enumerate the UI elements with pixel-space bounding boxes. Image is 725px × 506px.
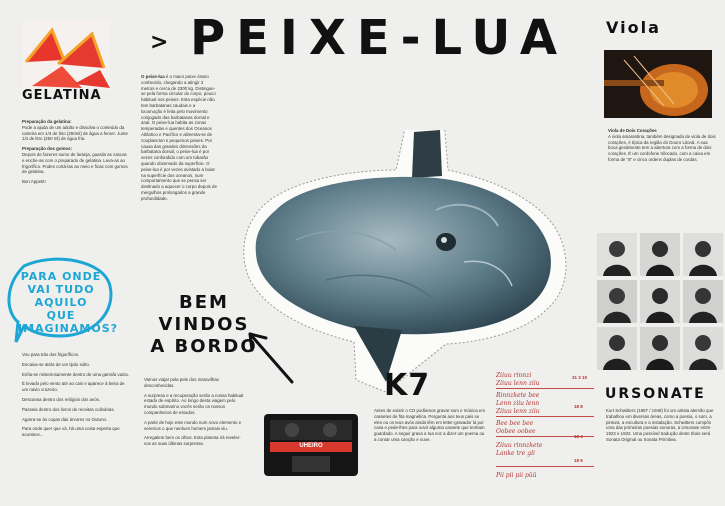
left-line: Agarra-se às copas das árvores no Outono. [22, 416, 108, 422]
intro-body: é o maior peixe ósseo conhecido, chegando a atingir 3 metros e cerca de 2300 kg. Distingue-se pela forma circular do corpo, pouco habitual nos peixes. Esta espécie não tem barbatanas caudais e a locomoção é feita pelo movimento conjugado das barbatanas dorsal e anal. O peixe-lua habita as zonas temperadas e quentes dos Oceanos Atlântico e Pacífico e alimenta-se de zooplancton e pequenos peixes. Por causa das grandes dimensões da barbatana dorsal, o peixe-lua é por vezes confundido com um tubarão quando observado da superfície. O peixe-lua é por vezes avistado a boiar na superfície dos oceanos, num comportamento que se pensa ser destinado a aquecer o corpo depois de mergulhos prolongados a grande profundidade. [141, 74, 217, 201]
cassette-image [262, 410, 360, 480]
viola-body: A viola amarantina, também designada de viola de dois corações, é típica da região do Douro Litoral. A sua boca geralmente tem a abertura com a forma de dois corações. É um cordofone trilocado, com a caixa em forma de "8" e cinco ordens duplas de cordas. [608, 133, 716, 162]
k7-body: Antes de existir o CD podíamos gravar som e música em cassetes de fita magnética. Pergunta aos teus pais se eles ou os teus avós ainda têm em letter-gravador lá por casa e pede-lhes para ouvir alguma cassete que tenham guardado. A seguir grava a tua voz a dizer um poema ou a contar uma canção e ouve. [374, 408, 486, 442]
score-line-text: Lenn ziiu lenn [496, 400, 540, 407]
thought-bubble [4, 256, 116, 348]
signoff: Bon Appetit! [22, 179, 46, 185]
gelatina-photo [22, 20, 110, 90]
left-line: Descansa dentro dos relógios dos avós. [22, 396, 101, 402]
cassette-label: UHEIRO [299, 443, 323, 449]
score-rule [496, 388, 594, 389]
viola-photo [604, 50, 712, 118]
left-line: Vou para trás dos frigoríficos. [22, 352, 80, 357]
portrait-grid [597, 233, 725, 373]
score-line-text: Ziiuu rinnzi [496, 372, 532, 379]
k7-text [374, 408, 486, 447]
portrait-photo [597, 233, 637, 276]
portrait-photo [683, 233, 723, 276]
gomo-heading: Preparação dos gomos: [22, 146, 73, 152]
viola-sub: Viola de Dois Corações [608, 128, 657, 133]
score-line-text: Lanke tre gli [496, 450, 535, 457]
score-number: 18 4 [574, 434, 583, 439]
portrait-photo [683, 327, 723, 370]
score-rule [496, 416, 594, 417]
intro-text [141, 74, 217, 202]
welcome-line: BEM [179, 292, 229, 313]
left-column [22, 352, 130, 442]
left-line: Para onde quer que vá, há uma coisa esperta que acontece... [22, 426, 120, 438]
left-line: Enfia-se misteriosamente dentro de uma garrafa vazia. [22, 371, 129, 377]
portrait-photo [683, 280, 723, 323]
mid-paragraph: A surpresa e a recuperação serão a nossa habitual estado de espírito. Ao longo desta viagem pelo mundo submarino vocês serão os nossos companheiros de estudos. [144, 392, 244, 415]
portrait-photo [640, 327, 680, 370]
left-line: Passeia dentro dos livros de receitas culinárias. [22, 406, 115, 412]
prep-heading: Preparação da gelatina: [22, 119, 72, 124]
ursonate-heading: URSONATE [605, 386, 706, 402]
ursonate-text [606, 408, 718, 447]
score-line-text: Pii pii pii püü [496, 472, 537, 479]
prep-text: Pode a ajuda de um adulto e dissolva o conteúdo da carteira em 1/4 de litro (250ml) de água a ferver. Junte 1/4 de litro (250 ml) de água fria. [22, 124, 128, 142]
viola-heading: Viola [606, 18, 661, 37]
mid-paragraph: Arregalem bem os olhos. Esta planeta irá revelar-vos as suas últimas surpresas. [144, 435, 241, 447]
portrait-photo [597, 280, 637, 323]
viola-text [608, 128, 716, 167]
title-arrow: > [150, 30, 171, 55]
intro-lead: O peixe-lua [141, 74, 165, 79]
portrait-photo [597, 327, 637, 370]
mid-column [144, 377, 244, 451]
score-line-text: Ziiuu lenn ziiu [496, 380, 540, 387]
gelatina-text [22, 119, 130, 189]
score-number: 18 6 [574, 458, 583, 463]
gelatina-heading: GELATINA [22, 88, 102, 103]
mid-paragraph: Vamos viajar pela pele dos maravilhas desconhecidas. [144, 377, 219, 388]
score-line-text: Oobee oobee [496, 428, 536, 435]
mid-paragraph: A partir de hoje este mundo num novo elemento e veremos o que nenhum homem jamais viu. [144, 419, 242, 431]
sunfish-illustration [236, 130, 568, 392]
ursonate-body: Kurt Schwitters (1887 / 1948) foi um artista alemão que trabalhou em diversas áreas, como a poesia, o som, a pintura, a escultura e a instalação. Schwitters compôs uma das primeiras poesias sonoras, a Ursonate entre 1922 e 1932. Uma possível tradução deste título será Sonata Original ou Sonata Primitiva. [606, 408, 714, 442]
left-line: Encaixa-se atrás de um tijolo solto. [22, 361, 91, 367]
gomo-text: Depois de fazeres sumo de laranja, guarda as cascas e enche-as com o preparado de gelatina. Leva-as ao frigorífico. Podes cortá-las ao meio e ficas com gomos de gelatina. [22, 151, 128, 175]
score-line-text: Ziiuu lenn ziiu [496, 408, 540, 415]
score-number: 18 8 [574, 404, 583, 409]
k7-heading: K7 [384, 368, 431, 403]
portrait-photo [640, 280, 680, 323]
score-number: 31 3 10 [572, 375, 588, 380]
welcome-line: A BORDO [150, 336, 258, 357]
portrait-photo [640, 233, 680, 276]
bubble-text: PARA ONDE VAI TUDO AQUILO QUE IMAGINAMOS? [18, 270, 118, 335]
score-line-text: Rinnzkete bee [496, 392, 540, 399]
welcome-line: VINDOS [158, 314, 250, 335]
score-line-text: Ziiuu rinnzkete [496, 442, 543, 449]
ursonate-score [496, 370, 594, 498]
page-title: PEIXE-LUA [190, 10, 569, 66]
score-line-text: Bee bee bee [496, 420, 534, 427]
score-rule [496, 466, 594, 467]
left-line: É levado pelo vento até ao cais e aparece à beira de um navio cruzeiro. [22, 381, 125, 393]
